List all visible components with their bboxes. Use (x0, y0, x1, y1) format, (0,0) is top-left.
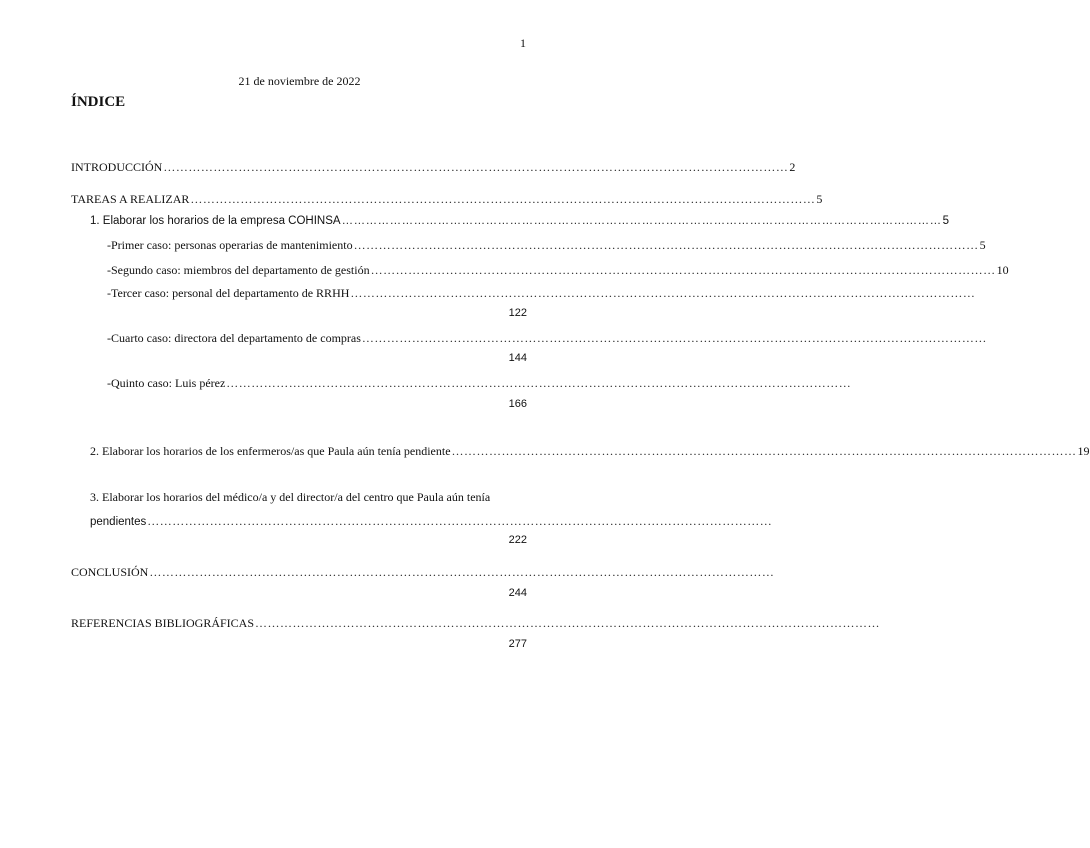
toc-entry-tareas[interactable] (71, 192, 823, 207)
toc-leader-dots: …………………………………………………………………………………………………………………………………… (255, 616, 881, 630)
toc-entry-page: 122 (508, 307, 527, 319)
toc-entry-text: -Primer caso: personas operarias de mantenimiento (107, 238, 353, 252)
toc-entry-page: 166 (508, 398, 527, 410)
toc-entry-page: 244 (508, 587, 527, 599)
page-number: 1 (520, 36, 526, 50)
toc-entry-quinto-caso[interactable] (107, 376, 852, 391)
toc-leader-dots: …………………………………………………………………………………………………………………………………… (361, 331, 987, 345)
toc-entry-page: 10 (996, 263, 1009, 277)
toc-entry-text: 3. Elaborar los horarios del médico/a y del director/a del centro que Paula aún tenía (90, 490, 491, 504)
toc-entry-medico-line2[interactable] (90, 514, 773, 529)
toc-entry-conclusion[interactable] (71, 565, 775, 580)
toc-leader-dots: …………………………………………………………………………………………………………………………………… (190, 192, 816, 206)
toc-entry-text: -Quinto caso: Luis pérez (107, 376, 226, 390)
document-date: 21 de noviembre de 2022 (238, 74, 361, 88)
toc-leader-dots: …………………………………………………………………………………………………………………………………… (226, 376, 852, 390)
toc-entry-text: REFERENCIAS BIBLIOGRÁFICAS (71, 616, 255, 630)
toc-entry-page: 222 (508, 534, 527, 546)
toc-leader-dots: …………………………………………………………………………………………………………………………………… (163, 160, 789, 174)
toc-entry-medico-line1[interactable] (90, 490, 527, 505)
toc-leader-dots: …………………………………………………………………………………………………………………………………… (370, 263, 996, 277)
toc-entry-page: 2 (789, 160, 796, 174)
toc-entry-text: TAREAS A REALIZAR (71, 192, 190, 206)
toc-entry-page: 19 (1077, 444, 1090, 458)
toc-entry-cuarto-caso[interactable] (107, 331, 987, 346)
toc-entry-text: -Cuarto caso: directora del departamento de compras (107, 331, 361, 345)
toc-entry-page: 144 (508, 352, 527, 364)
toc-entry-text: 2. Elaborar los horarios de los enfermeros/as que Paula aún tenía pendiente (90, 444, 451, 458)
toc-entry-text: CONCLUSIÓN (71, 565, 149, 579)
toc-leader-dots: …………………………………………………………………………………………………………………………………… (149, 565, 775, 579)
toc-entry-page: 5 (942, 215, 949, 227)
toc-entry-cohinsa[interactable] (90, 215, 949, 227)
toc-entry-text: -Segundo caso: miembros del departamento de gestión (107, 263, 370, 277)
toc-leader-dots: …………………………………………………………………………………………………………………………………… (350, 286, 976, 300)
toc-entry-page: 5 (979, 238, 986, 252)
toc-entry-tercer-caso[interactable] (107, 286, 976, 301)
toc-entry-text: pendientes (90, 516, 147, 528)
toc-entry-introduccion[interactable] (71, 160, 796, 175)
toc-entry-page: 277 (508, 638, 527, 650)
toc-entry-segundo-caso[interactable] (107, 263, 1009, 278)
toc-entry-text: 1. Elaborar los horarios de la empresa COHINSA (90, 215, 341, 227)
toc-leader-dots: …………………………………………………………………………………………………………………………………… (341, 215, 942, 227)
toc-entry-page: 5 (816, 192, 823, 206)
toc-entry-primer-caso[interactable] (107, 238, 986, 253)
toc-entry-text: -Tercer caso: personal del departamento de RRHH (107, 286, 350, 300)
index-title: ÍNDICE (71, 94, 126, 110)
toc-leader-dots: …………………………………………………………………………………………………………………………………… (147, 514, 773, 528)
toc-entry-referencias[interactable] (71, 616, 881, 631)
toc-entry-enfermeros[interactable] (90, 444, 1090, 459)
toc-entry-text: INTRODUCCIÓN (71, 160, 163, 174)
toc-leader-dots: …………………………………………………………………………………………………………………………………… (451, 444, 1077, 458)
toc-leader-dots: …………………………………………………………………………………………………………………………………… (353, 238, 979, 252)
